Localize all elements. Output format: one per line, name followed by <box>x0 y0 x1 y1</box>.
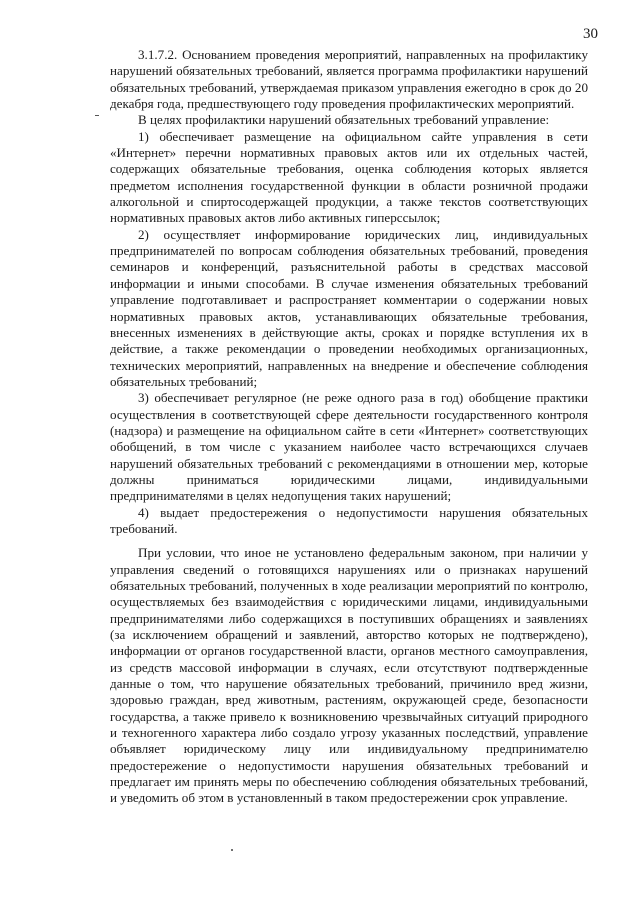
paragraph-warning-conditions: При условии, что иное не установлено федеральным законом, при наличии у управления сведений о готовящихся нарушениях или о признаках нарушений обязательных требований, полученных в ходе реализации мероприятий по контролю, осуществляемых без взаимодействия с юридическими лицами, индивидуальными предпринимателями либо содержащихся в поступивших обращениях и заявлениях (за исключением обращений и заявлений, авторство которых не подтверждено), информации от органов государственной власти, органов местного самоуправления, из средств массовой информации в случаях, если отсутствуют подтвержденные данные о том, что нарушение обязательных требований, причинило вред жизни, здоровью граждан, вред животным, растениям, окружающей среде, безопасности государства, а также привело к возникновению чрезвычайных ситуаций природного и техногенного характера либо создало угрозу указанных последствий, управление объявляет юридическому лицу или индивидуальному предпринимателю предостережение о недопустимости нарушения обязательных требований и предлагает им принять меры по обеспечению соблюдения обязательных требований, и уведомить об этом в установленный в таком предостережении срок управление. <box>110 545 588 806</box>
paragraph-3-1-7-2: 3.1.7.2. Основанием проведения мероприятий, направленных на профилактику нарушений обязательных требований, является программа профилактики нарушений обязательных требований, утверждаемая приказом управления ежегодно в срок до 20 декабря года, предшествующего году проведения профилактических мероприятий. <box>110 47 588 112</box>
page-number: 30 <box>583 26 598 42</box>
list-item-3: 3) обеспечивает регулярное (не реже одного раза в год) обобщение практики осуществления в соответствующей сфере деятельности государственного контроля (надзора) и размещение на официальном сайте в сети «Интернет» соответствующих обобщений, в том числе с указанием наиболее часто встречающихся случаев нарушений обязательных требований с рекомендациями в отношении мер, которые должны приниматься юридическими лицами, индивидуальными предпринимателями в целях недопущения таких нарушений; <box>110 390 588 504</box>
list-item-2: 2) осуществляет информирование юридических лиц, индивидуальных предпринимателей по вопросам соблюдения обязательных требований, проведения семинаров и конференций, разъяснительной работы в средствах массовой информации и иными способами. В случае изменения обязательных требований управление подготавливает и распространяет комментарии о содержании новых нормативных правовых актов, устанавливающих обязательные требования, внесенных изменениях в действующие акты, сроках и порядке вступления их в действие, а также рекомендации о проведении необходимых организационных, технических мероприятий, направленных на внедрение и обеспечение соблюдения обязательных требований; <box>110 226 588 389</box>
scan-speck <box>231 849 233 851</box>
body-text <box>110 47 588 807</box>
paragraph-prevention-intro: В целях профилактики нарушений обязательных требований управление: <box>138 112 550 128</box>
margin-mark <box>95 115 99 116</box>
list-item-1: 1) обеспечивает размещение на официальном сайте управления в сети «Интернет» перечни нормативных правовых актов или их отдельных частей, содержащих обязательные требования, оценка соблюдения которых является предметом исполнения государственной функции в области розничной продажи алкогольной и спиртосодержащей продукции, а также текстов соответствующих нормативных правовых актов либо активных гиперссылок; <box>110 128 588 226</box>
list-item-4: 4) выдает предостережения о недопустимости нарушения обязательных требований. <box>110 504 588 536</box>
